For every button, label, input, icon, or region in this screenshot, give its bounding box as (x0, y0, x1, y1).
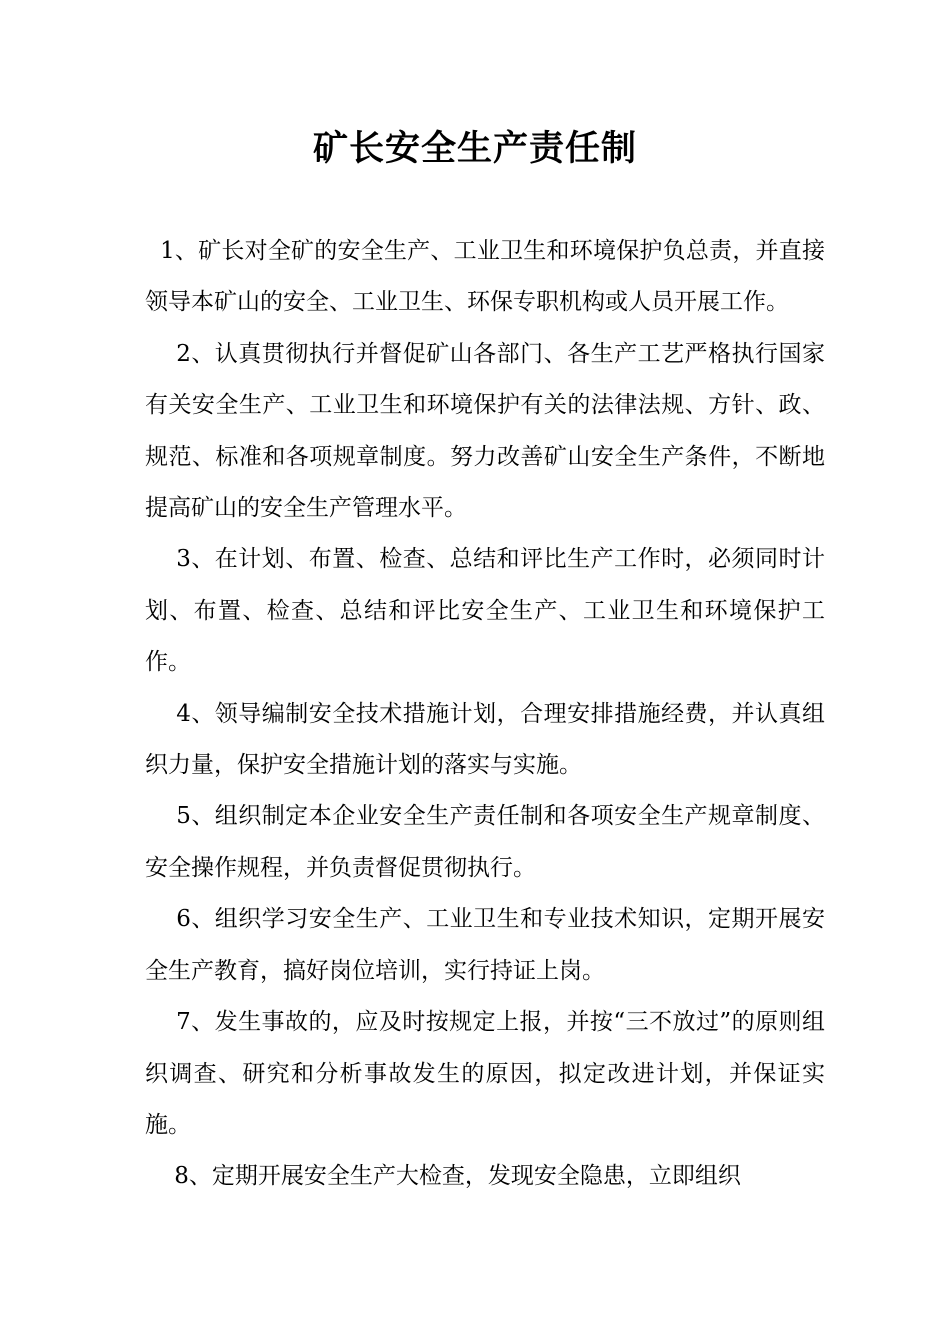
paragraph-2: 2、认真贯彻执行并督促矿山各部门、各生产工艺严格执行国家有关安全生产、工业卫生和环境保护有关的法律法规、方针、政、规范、标准和各项规章制度。努力改善矿山安全生产条件，不断地提高矿山的安全生产管理水平。 (145, 340, 825, 522)
paragraph-4: 4、领导编制安全技术措施计划，合理安排措施经费，并认真组织力量，保护安全措施计划的落实与实施。 (145, 700, 825, 779)
paragraph-1: 1、矿长对全矿的安全生产、工业卫生和环境保护负总责，并直接领导本矿山的安全、工业卫生、环保专职机构或人员开展工作。 (145, 238, 825, 316)
paragraph-8: 8、定期开展安全生产大检查，发现安全隐患，立即组织 (145, 1163, 741, 1190)
paragraph-7: 7、发生事故的，应及时按规定上报，并按“三不放过”的原则组织调查、研究和分析事故发生的原因，拟定改进计划，并保证实施。 (145, 1009, 825, 1138)
document-body (145, 226, 825, 1203)
document-title: 矿长安全生产责任制 (312, 129, 637, 169)
paragraph-5: 5、组织制定本企业安全生产责任制和各项安全生产规章制度、安全操作规程，并负责督促贯彻执行。 (145, 803, 825, 881)
paragraph-6: 6、组织学习安全生产、工业卫生和专业技术知识，定期开展安全生产教育，搞好岗位培训，实行持证上岗。 (145, 906, 825, 984)
paragraph-3: 3、在计划、布置、检查、总结和评比生产工作时，必须同时计划、布置、检查、总结和评比安全生产、工业卫生和环境保护工作。 (145, 546, 825, 676)
